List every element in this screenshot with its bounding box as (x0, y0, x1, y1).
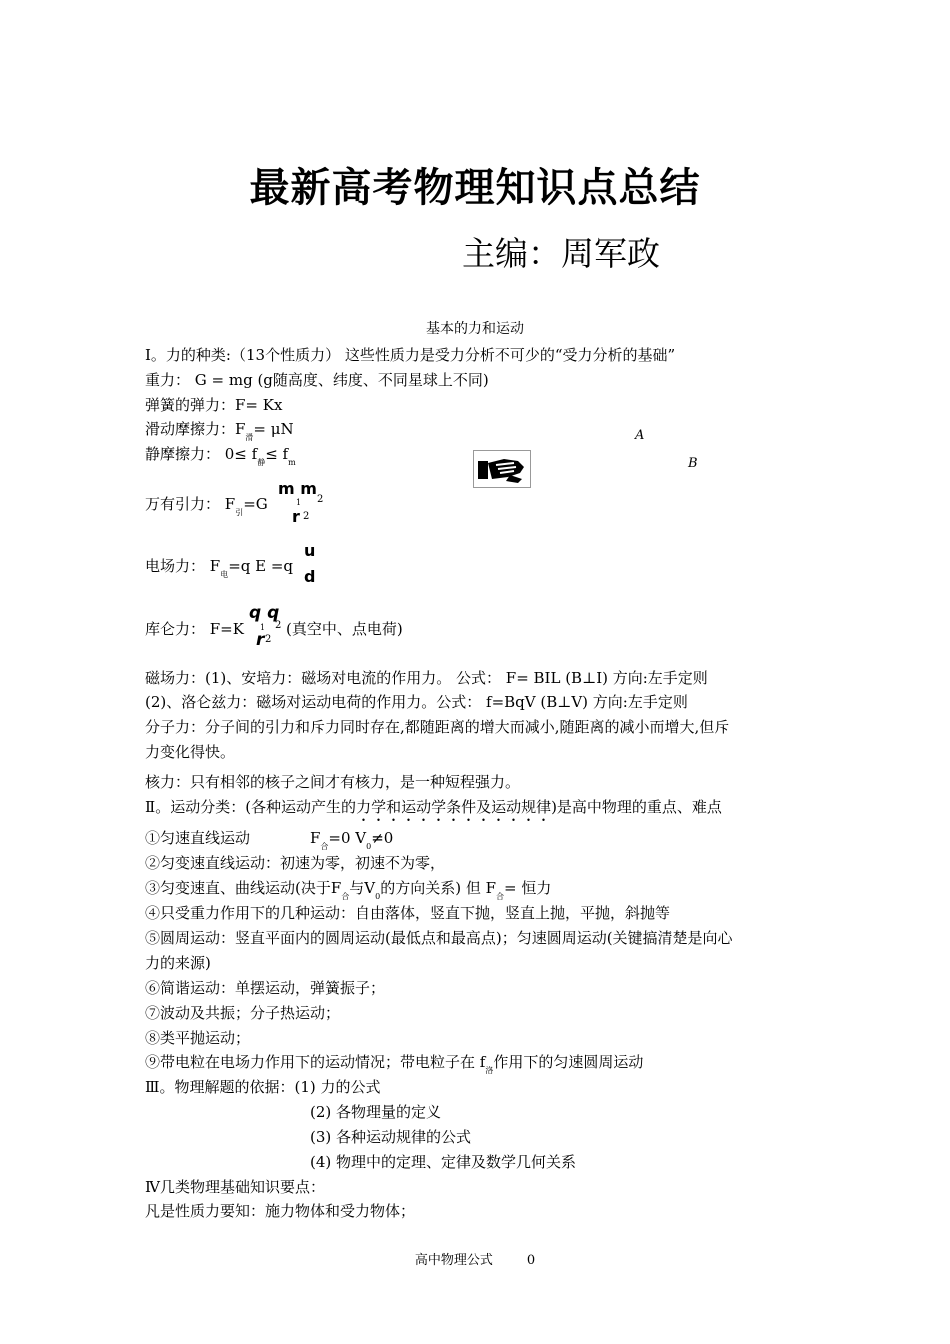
gravity-only-motion-line: ④只受重力作用下的几种运动：自由落体，竖直下抛，竖直上抛，平抛，斜抛等 (145, 904, 671, 922)
static-friction-line: 静摩擦力： $0\le f_静\le f_m$ (145, 445, 296, 467)
gravity-line: 重力： G = mg (g随高度、纬度、不同星球上不同) (145, 371, 489, 389)
gravitation-denominator: r (292, 507, 300, 526)
electric-denominator: d (304, 567, 316, 586)
section-title: 基本的力和运动 (426, 321, 524, 337)
solving-basis-heading: Ⅲ。物理解题的依据：(1) 力的公式 (145, 1078, 381, 1096)
coulomb-denominator-exp: 2 (265, 634, 272, 645)
wave-motion-line: ⑦波动及共振；分子热运动； (145, 1004, 341, 1022)
force-types-heading: Ⅰ。力的种类:（13个性质力） 这些性质力是受力分析不可少的“受力分析的基础” (145, 346, 676, 364)
motion-types-heading: Ⅱ。运动分类：(各种运动产生的力学和运动学条件及运动规律)是高中物理的重点、难点 (145, 798, 722, 816)
electric-force-line: 电场力： $F_电=q$ E =q (145, 557, 294, 579)
nuclear-force-line: 核力：只有相邻的核子之间才有核力，是一种短程强力。 (145, 773, 521, 791)
spring-force-line: 弹簧的弹力：F= Kx (145, 396, 283, 414)
magnetic-force-line: 磁场力：(1)、安培力：磁场对电流的作用力。 公式： F= BIL (B⊥I) 方向:左手定则 (145, 669, 708, 687)
page-number: 0 (526, 1253, 536, 1268)
uniform-variable-linear-line: ②匀变速直线运动：初速为零，初速不为零， (145, 854, 446, 872)
figure-label-a: A (635, 428, 645, 443)
gravitation-numerator-sub2: 2 (317, 494, 324, 505)
uniform-linear-condition: $F_合=0$ $V_0\ne 0$ (310, 829, 394, 851)
sliding-friction-line: 滑动摩擦力：$F_滑= \mu N$ (145, 420, 294, 442)
figure-label-b: B (688, 456, 698, 471)
page-title: 最新高考物理知识点总结 (249, 165, 701, 211)
basic-knowledge-heading: Ⅳ几类物理基础知识要点： (145, 1178, 325, 1196)
solving-basis-item-4: (4) 物理中的定理、定律及数学几何关系 (310, 1153, 577, 1171)
solving-basis-item-2: (2) 各物理量的定义 (310, 1103, 442, 1121)
basic-knowledge-line: 凡是性质力要知：施力物体和受力物体； (145, 1202, 416, 1220)
page-footer (0, 1249, 950, 1268)
uniform-variable-curve-line: ③匀变速直、曲线运动(决于$F_合$与$V_0$的方向关系) 但 $F_合=$ 恒力 (145, 879, 552, 901)
editor-line: 主编：周军政 (462, 234, 660, 273)
coulomb-numerator: q q (249, 603, 280, 623)
hand-figure-icon (473, 450, 531, 488)
universal-gravitation-line: 万有引力： $F_引=G$ (145, 495, 268, 517)
gravitation-numerator-sub: 1 (296, 498, 302, 507)
charged-particle-line: ⑨带电粒在电场力作用下的运动情况；带电粒子在 $f_洛$作用下的匀速圆周运动 (145, 1053, 644, 1075)
solving-basis-item-3: (3) 各种运动规律的公式 (310, 1128, 472, 1146)
circular-motion-line: ⑤圆周运动：竖直平面内的圆周运动(最低点和最高点)；匀速圆周运动(关键搞清楚是向心 (145, 929, 733, 947)
molecular-force-line: 分子力：分子间的引力和斥力同时存在,都随距离的增大而减小,随距离的减小而增大,但斥 (145, 718, 730, 736)
circular-motion-line-cont: 力的来源) (145, 954, 211, 972)
coulomb-numerator-sub2: 2 (275, 620, 282, 631)
coulomb-force-line: 库仑力： F=K (145, 620, 244, 638)
gravitation-numerator: m m (278, 479, 317, 498)
footer-text: 高中物理公式 (414, 1253, 493, 1268)
gravitation-denominator-exp: 2 (303, 511, 310, 522)
coulomb-note: (真空中、点电荷) (286, 620, 403, 638)
coulomb-numerator-sub: 1 (260, 623, 266, 632)
molecular-force-line-cont: 力变化得快。 (145, 743, 236, 761)
uniform-linear-motion-line: ①匀速直线运动 (145, 829, 251, 847)
projectile-like-line: ⑧类平抛运动； (145, 1029, 251, 1047)
electric-numerator: u (304, 541, 316, 560)
coulomb-denominator: r (256, 630, 265, 650)
simple-harmonic-line: ⑥简谐运动：单摆运动，弹簧振子； (145, 979, 386, 997)
lorentz-force-line: (2)、洛仑兹力：磁场对运动电荷的作用力。公式： f=BqV (B⊥V) 方向:左手定则 (145, 693, 688, 711)
